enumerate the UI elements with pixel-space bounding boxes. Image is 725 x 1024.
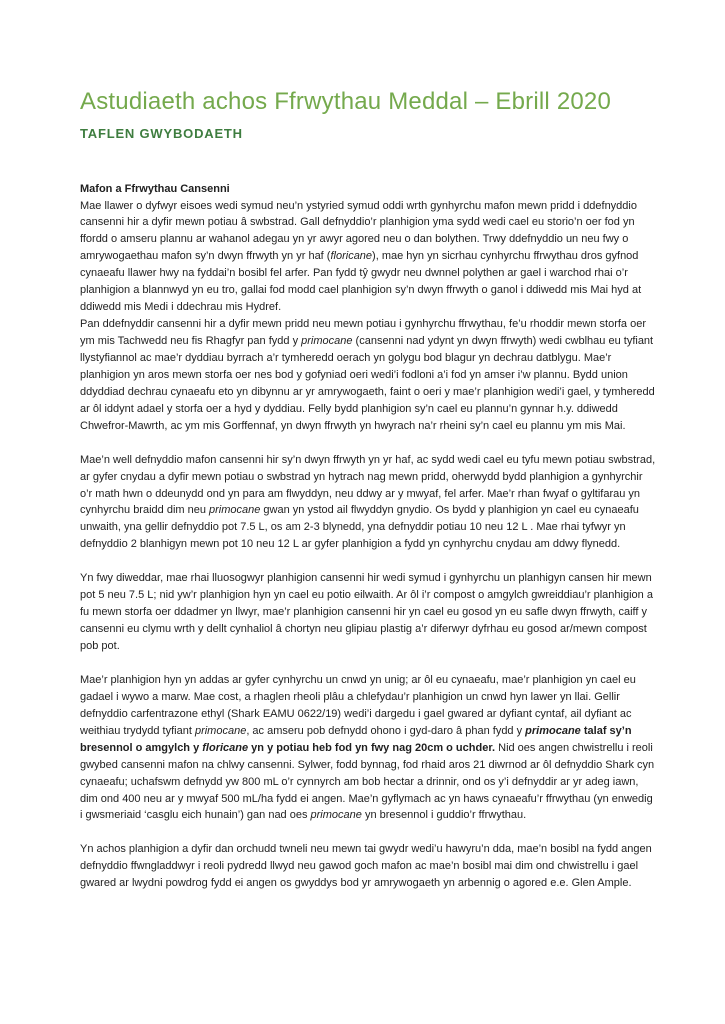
paragraph-single-crop-management: Mae’r planhigion hyn yn addas ar gyfer cynhyrchu un cnwd yn unig; ar ôl eu cynaeafu, mae’r planhigion yn cael eu gadael i wywo a marw. Mae cost, a rhaglen rheoli plâu a chlefydau’r planhigion un cnwd hyn lawer yn llai. Gellir defnyddio carfentrazone ethyl (Shark EAMU 0622/19) wedi’i dargedu i gael gwared ar dyfiant cyntaf, ail dyfiant ac weithiau trydydd tyfiant primocane, ac amseru pob defnydd ohono i gyd-daro â phan fydd y primocane talaf sy’n bresennol o amgylch y floricane yn y potiau heb fod yn fwy nag 20cm o uchder. Nid oes angen chwistrellu i reoli gwybed cansenni mafon na chlwy cansenni. Sylwer, fodd bynnag, fod rhaid aros 21 diwrnod ar ôl defnyddio Shark cyn cynaeafu; uchafswm defnydd yw 800 mL o’r cynnyrch am bob hectar a drinnir, ond os y’i defnyddir ar yr adeg iawn, dim ond 400 neu ar y mwyaf 500 mL/ha fydd ei angen. Mae’n gyflymach ac yn haws cynaeafu’r ffrwythau (yn enwedig i gwsmeriaid ‘casglu eich hunain’) gan nad oes primocane yn bresennol i guddio’r ffrwythau. (80, 673, 655, 822)
paragraph-substrate-pots: Mae’n well defnyddio mafon cansenni hir sy’n dwyn ffrwyth yn yr haf, ac sydd wedi cael eu tyfu mewn potiau swbstrad, ar gyfer cnydau a dyfir mewn potiau o swbstrad yn hytrach nag mewn pridd, oherwydd bydd planhigion a gynhyrchir o’r math hwn o ddeunydd ond yn para am flwyddyn, neu ddwy ar y mwyaf, fel arfer. Mae’r rhan fwyaf o gyltifarau yn cynhyrchu braidd dim neu primocane gwan yn ystod ail flwyddyn gnydio. Os bydd y planhigion yn cael eu cynaeafu unwaith, yna gellir defnyddio pot 7.5 L, os am 2-3 blynedd, yna defnyddir potiau 10 neu 12 L . Mae rhai tyfwyr yn defnyddio 2 blanhigyn mewn pot 10 neu 12 L ar gyfer planhigion a fydd yn cynhyrchu cnydau am ddwy flynedd. (80, 453, 656, 551)
page-subtitle: TAFLEN GWYBODAETH (80, 125, 243, 141)
paragraph-fungicide-note: Yn achos planhigion a dyfir dan orchudd twneli neu mewn tai gwydr wedi’u hawyru’n dda, mae’n bosibl na fydd angen defnyddio ffwngladdwyr i reoli pydredd llwyd neu gawod goch mafon ac mae’n bosibl mai dim ond chwistrellu i gael gwared ar lwydni powdrog fydd ei angen os gwyddys bod yr amrywogaeth yn arbennig o agored e.e. Glen Ample. (80, 843, 652, 890)
section-heading: Mafon a Ffrwythau Cansenni (80, 182, 230, 195)
paragraph-single-plant-pots: Yn fwy diweddar, mae rhai lluosogwyr planhigion cansenni hir wedi symud i gynhyrchu un planhigyn cansen hir mewn pot 5 neu 7.5 L; nid yw’r planhigion hyn yn cael eu potio eilwaith. Ar ôl i’r compost o amgylch gwreiddiau’r planhigion a fu mewn storfa oer ddadmer yn llwyr, mae’r planhigion cansenni hir yn cael eu gosod yn eu safle dwyn ffrwyth, caiff y cansenni eu clymu wrth y dellt cynhaliol â chortyn neu glipiau plastig a’r diferwyr dyfrhau eu gosod ar/mewn compost pob pot. (80, 572, 653, 653)
page-title: Astudiaeth achos Ffrwythau Meddal – Ebrill 2020 (80, 88, 612, 115)
paragraph-cold-storage: Pan ddefnyddir cansenni hir a dyfir mewn pridd neu mewn potiau i gynhyrchu ffrwythau, fe’u rhoddir mewn storfa oer ym mis Tachwedd neu fis Rhagfyr pan fydd y primocane (cansenni nad ydynt yn dwyn ffrwyth) wedi cwblhau eu tyfiant llystyfiannol ac mae’r dyddiau byrrach a’r tymheredd oerach yn golygu bod blagur yn dechrau datblygu. Mae’r planhigion yn aros mewn storfa oer nes bod y gofyniad oeri wedi’i fodloni a’i fod yn amser i’w plannu. Bydd union ddyddiad dechrau cynaeafu eto yn dibynnu ar yr amrywogaeth, faint o oeri y mae’r planhigion wedi’i gael, y tymheredd ar ôl iddynt adael y storfa oer a hyd y dyddiau. Felly bydd planhigion sy’n cael eu plannu’n gynnar h.y. ddiwedd Chwefror-Mawrth, ac ym mis Gorffennaf, yn dwyn ffrwyth yn hwyrach na’r rheini sy’n cael eu plannu ym mis Mai. (80, 318, 655, 432)
paragraph-raspberry-intro: Mae llawer o dyfwyr eisoes wedi symud neu’n ystyried symud oddi wrth gynhyrchu mafon mewn pridd i ddefnyddio cansenni hir a dyfir mewn potiau â swbstrad. Gall defnyddio’r planhigion yma sydd wedi cael eu storio’n oer fod yn ffordd o amseru plannu ar wahanol adegau yn yr awyr agored neu o dan bolythen. Trwy ddefnyddio un neu fwy o amrywogaethau mafon sy’n dwyn ffrwyth yn yr haf (floricane), mae hyn yn sicrhau cynhyrchu ffrwythau dros gyfnod cynaeafu llawer hwy na fyddai’n bosibl fel arfer. Pan fydd tŷ gwydr neu dwnnel polythen ar gael i warchod rhai o’r planhigion a blannwyd yn eu tro, gallai fod modd cael planhigion sy’n dwyn ffrwyth o ganol i ddiwedd mis Mai hyd at ddiwedd mis Medi i ddechrau mis Hydref. (80, 199, 642, 314)
document-body (80, 181, 657, 893)
